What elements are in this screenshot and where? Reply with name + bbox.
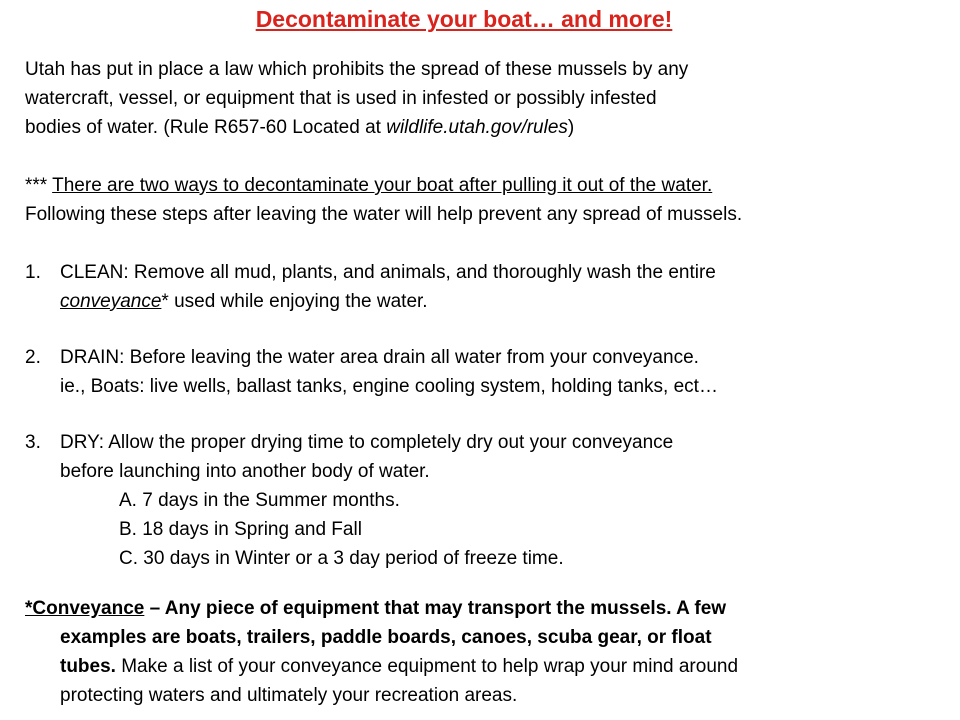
page-title: Decontaminate your boat… and more! — [255, 6, 673, 32]
rules-link[interactable]: wildlife.utah.gov/rules — [386, 117, 568, 138]
step-1-line-1: CLEAN: Remove all mud, plants, and animals, and thoroughly wash the entire — [60, 262, 716, 283]
intro-paragraph — [25, 55, 945, 142]
footnote-line-4: protecting waters and ultimately your recreation areas. — [60, 685, 518, 706]
footnote-line-3-bold: tubes. — [60, 656, 116, 677]
footnote-line-1-rest: – Any piece of equipment that may transport the mussels. A few — [144, 598, 727, 619]
ways-underlined: There are two ways to decontaminate your boat after pulling it out of the water. — [52, 175, 713, 196]
ways-line-2: Following these steps after leaving the water will help prevent any spread of mussels. — [25, 204, 743, 225]
footnote-line-1 — [25, 594, 945, 623]
intro-line-2: watercraft, vessel, or equipment that is used in infested or possibly infested — [25, 88, 657, 109]
step-3-line-1: DRY: Allow the proper drying time to completely dry out your conveyance — [60, 432, 674, 453]
footnote-paragraph — [25, 594, 945, 710]
footnote-line-2: examples are boats, trailers, paddle boards, canoes, scuba gear, or float — [60, 627, 712, 648]
ways-paragraph — [25, 171, 945, 229]
step-3-number: 3. — [25, 432, 41, 453]
dry-option-b: B. 18 days in Spring and Fall — [119, 519, 362, 540]
intro-line-3 — [25, 113, 945, 142]
step-2-number: 2. — [25, 347, 41, 368]
intro-line-1: Utah has put in place a law which prohibits the spread of these mussels by any — [25, 59, 689, 80]
step-2-line-2: ie., Boats: live wells, ballast tanks, engine cooling system, holding tanks, ect… — [60, 376, 718, 397]
footnote-term: *Conveyance — [25, 598, 145, 619]
step-1-line-2 — [60, 287, 428, 316]
step-3-line-2: before launching into another body of water. — [60, 461, 430, 482]
step-1-number: 1. — [25, 262, 41, 283]
dry-option-a: A. 7 days in the Summer months. — [119, 490, 400, 511]
ways-stars: *** — [25, 175, 53, 196]
step-1-line-2-rest: * used while enjoying the water. — [161, 291, 428, 312]
step-2-line-1: DRAIN: Before leaving the water area drain all water from your conveyance. — [60, 347, 699, 368]
footnote-line-3-rest: Make a list of your conveyance equipment to help wrap your mind around — [115, 656, 739, 677]
footnote-line-3 — [25, 652, 945, 681]
conveyance-term: conveyance — [60, 291, 162, 312]
dry-option-c: C. 30 days in Winter or a 3 day period of freeze time. — [119, 548, 564, 569]
intro-line-3-end: ) — [567, 117, 575, 138]
intro-line-3-text: bodies of water. (Rule R657-60 Located at — [25, 117, 387, 138]
ways-line-1 — [25, 171, 945, 200]
